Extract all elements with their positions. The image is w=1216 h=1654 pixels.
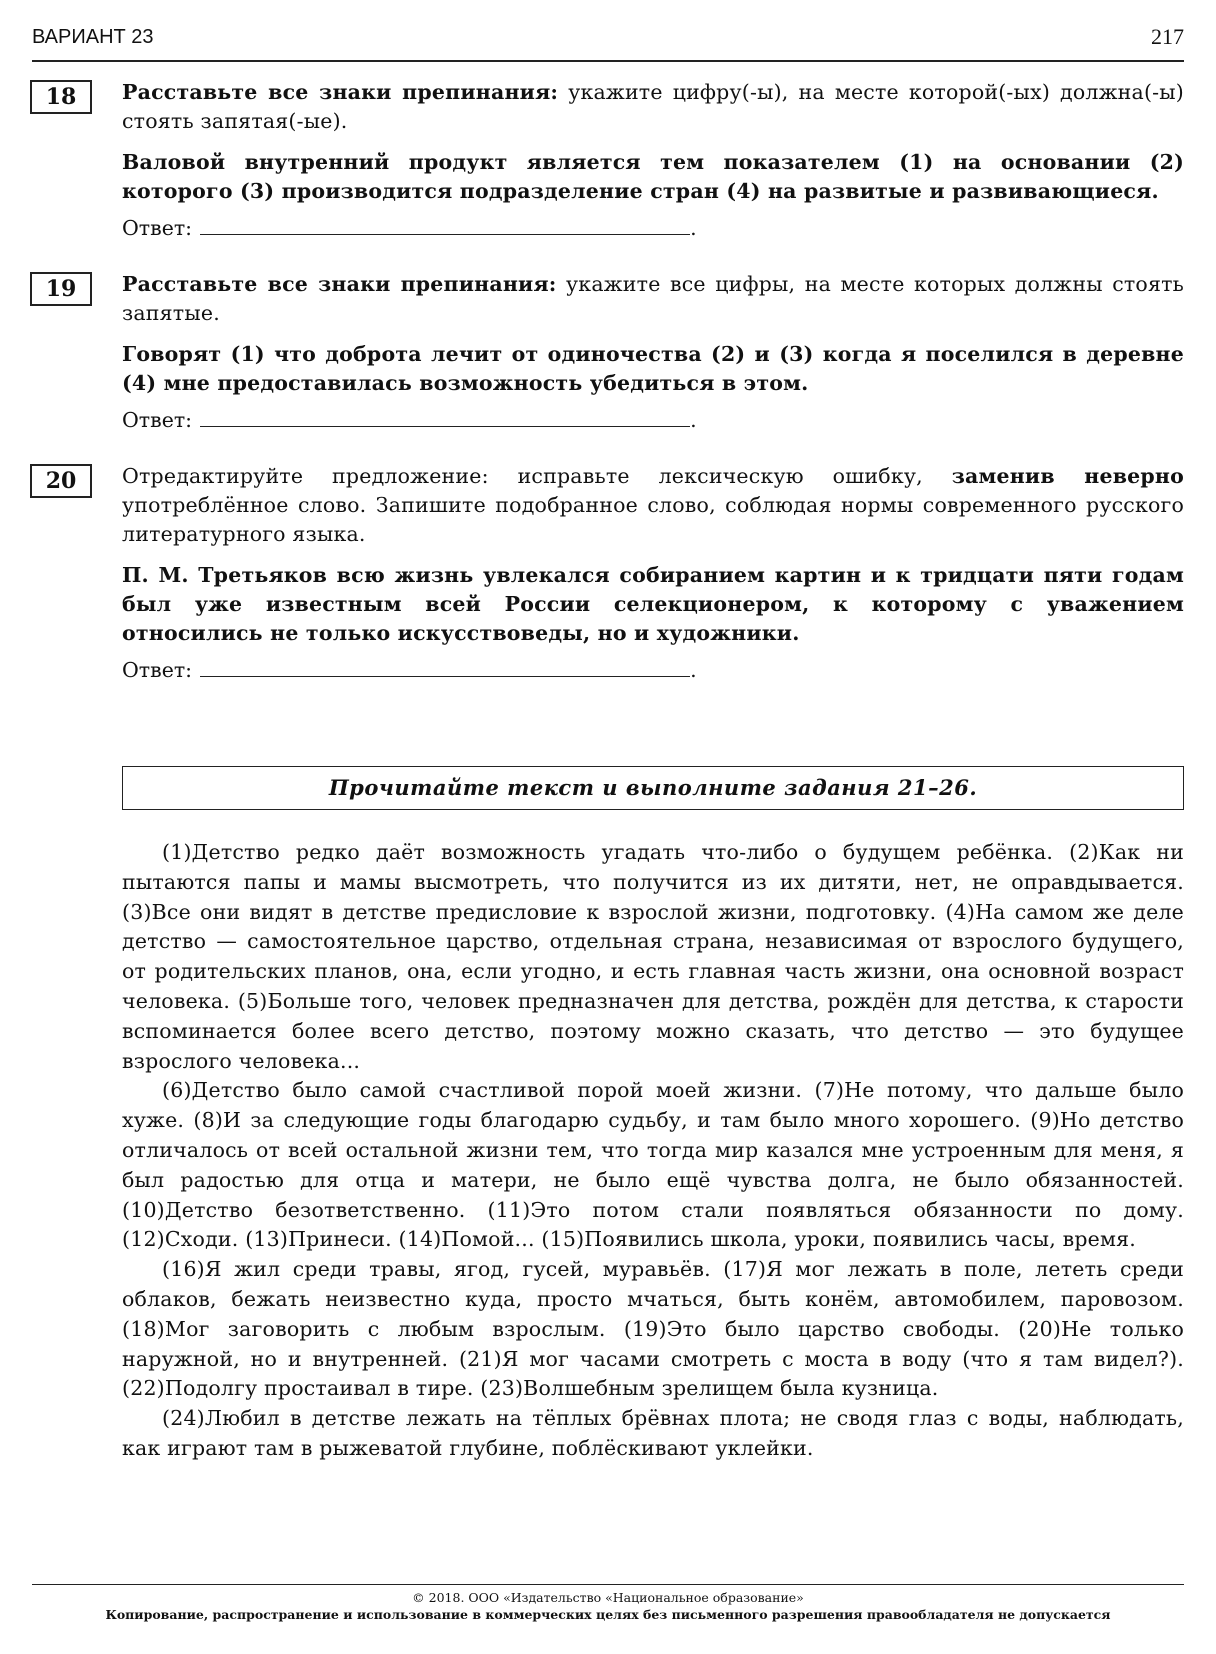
answer-field[interactable] [200, 406, 690, 427]
text-paragraph: (24)Любил в детстве лежать на тёплых брёвнах плота; не сводя глаз с воды, наблюдать, как играют там в рыжеватой глубине, поблёскивают уклейки. [122, 1406, 1184, 1460]
instruction-text: Отредактируйте предложение: исправьте лексическую ошибку, [122, 464, 952, 488]
instruction-text: употреблённое слово. Запишите подобранное слово, соблюдая нормы современного русского литературного языка. [122, 493, 1184, 546]
text-paragraph: (16)Я жил среди травы, ягод, гусей, муравьёв. (17)Я мог лежать в поле, лететь среди облаков, бежать неизвестно куда, просто мчаться, быть конём, автомобилем, паровозом. (18)Мог заговорить с любым взрослым. (19)Это было царство свободы. (20)Не только наружной, но и внутренней. (21)Я мог часами смотреть с моста в воду (что я там видел?). (22)Подолгу простаивал в тире. (23)Волшебным зрелищем была кузница. [122, 1257, 1184, 1401]
instruction-bold: Расставьте все знаки препинания: [122, 80, 559, 104]
task-number: 20 [30, 464, 92, 498]
answer-label: Ответ: [122, 216, 193, 240]
task-sentence: Валовой внутренний продукт является тем показателем (1) на основании (2) которого (3) производится подразделение стран (4) на развитые и развивающиеся. [122, 150, 1184, 203]
answer-label: Ответ: [122, 658, 193, 682]
task-instruction [122, 462, 1184, 549]
task-sentence: Говорят (1) что доброта лечит от одиночества (2) и (3) когда я поселился в деревне (4) мне предоставилась возможность убедиться в этом. [122, 342, 1184, 395]
instruction-bold: Расставьте все знаки препинания: [122, 272, 557, 296]
task-instruction [122, 78, 1184, 136]
task-19 [30, 270, 1184, 435]
instruction-bold: заменив неверно [951, 464, 1185, 488]
answer-end: . [690, 658, 697, 682]
answer-row [122, 656, 1184, 685]
task-20 [30, 462, 1184, 685]
answer-row [122, 406, 1184, 435]
text-paragraph: (1)Детство редко даёт возможность угадать что-либо о будущем ребёнка. (2)Как ни пытаются папы и мамы высмотреть, что получится из их дитяти, нет, не оправдывается. (3)Все они видят в детстве предисловие к взрослой жизни, подготовку. (4)На самом же деле детство — самостоятельное царство, отдельная страна, независимая от взрослого будущего, от родительских планов, она, если угодно, и есть главная часть жизни, она основной возраст человека. (5)Больше того, человек предназначен для детства, рождён для детства, к старости вспоминается более всего детство, поэтому можно сказать, что детство — это будущее взрослого человека... [122, 840, 1184, 1073]
task-number: 18 [30, 80, 92, 114]
answer-label: Ответ: [122, 408, 193, 432]
task-sentence: П. М. Третьяков всю жизнь увлекался собиранием картин и к тридцати пяти годам был уже известным всей России селекционером, к которому с уважением относились не только искусствоведы, но и художники. [122, 563, 1184, 645]
answer-field[interactable] [200, 656, 690, 677]
task-18 [30, 78, 1184, 243]
copyright-notice: Копирование, распространение и использование в коммерческих целях без письменного разрешения правообладателя не допускается [105, 1607, 1111, 1622]
answer-end: . [690, 408, 697, 432]
instruction-text: укажите цифру(-ы), на месте которой(-ых) должна(-ы) стоять запятая(-ые). [122, 80, 1184, 133]
variant-title: ВАРИАНТ 23 [32, 26, 154, 48]
copyright-line: © 2018. ООО «Издательство «Национальное образование» [412, 1590, 804, 1605]
reading-text [122, 838, 1184, 1464]
task-instruction [122, 270, 1184, 328]
page-footer [32, 1584, 1184, 1623]
task-number: 19 [30, 272, 92, 306]
answer-row [122, 214, 1184, 243]
page-header [32, 20, 1184, 62]
text-paragraph: (6)Детство было самой счастливой порой моей жизни. (7)Не потому, что дальше было хуже. (8)И за следующие годы благодарю судьбу, и там было много хорошего. (9)Но детство отличалось от всей остальной жизни тем, что тогда мир казался мне устроенным для меня, я был радостью для отца и матери, не было ещё чувства долга, не было обязанностей. (10)Детство безответственно. (11)Это потом стали появляться обязанности по дому. (12)Сходи. (13)Принеси. (14)Помой... (15)Появились школа, уроки, появились часы, время. [122, 1078, 1184, 1252]
page-number: 217 [1151, 24, 1184, 49]
answer-field[interactable] [200, 214, 690, 235]
reading-banner: Прочитайте текст и выполните задания 21–26. [122, 766, 1184, 810]
answer-end: . [690, 216, 697, 240]
instruction-text: укажите все цифры, на месте которых должны стоять запятые. [122, 272, 1185, 325]
